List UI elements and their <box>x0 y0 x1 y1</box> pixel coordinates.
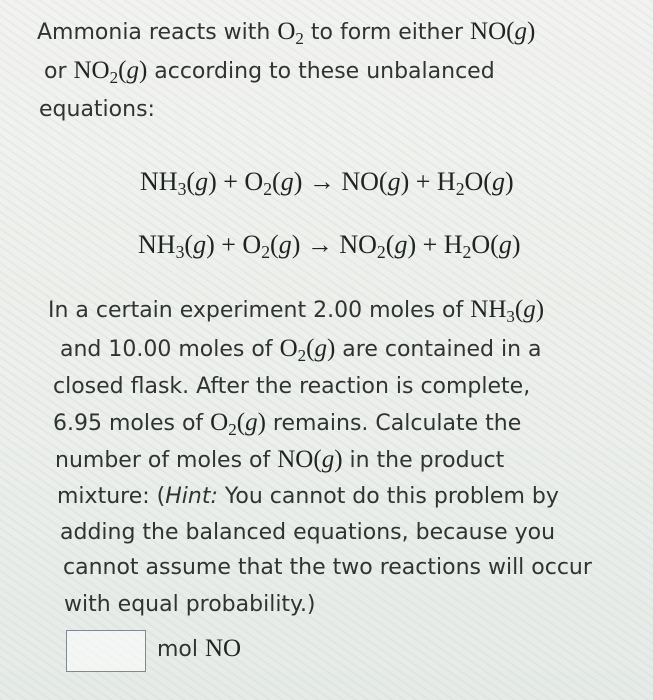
intro-line-1 <box>37 17 535 48</box>
intro-text: Ammonia reacts with <box>37 20 278 45</box>
intro-text: or <box>44 59 74 84</box>
intro-line-3 <box>39 95 155 125</box>
answer-input[interactable] <box>66 630 146 672</box>
problem-line-6: mixture: (Hint: You cannot do this problem by <box>57 484 559 509</box>
no-formula: NO(g) <box>277 446 343 473</box>
equation-2: $NH_3(g) + O_2(g) \to NO_2(g) + H_2O(g)$ <box>138 230 521 262</box>
problem-line-1: In a certain experiment 2.00 moles of $NH_3(g)$ <box>48 296 545 326</box>
nh3-formula: $NH_3(g)$ <box>470 296 545 326</box>
problem-line-2: and 10.00 moles of $O_2(g)$ are contained in a <box>60 335 542 365</box>
problem-line-7: adding the balanced equations, because you <box>60 520 556 545</box>
problem-line-8: cannot assume that the two reactions will occur <box>63 555 592 580</box>
hint-label: Hint: <box>165 484 218 509</box>
answer-unit: mol NO <box>157 635 242 662</box>
problem-line-5: number of moles of NO(g) in the product <box>55 446 505 473</box>
intro-text: according to these unbalanced <box>147 59 495 84</box>
problem-line-9: with equal probability.) <box>64 592 316 617</box>
intro-text: to form either <box>303 20 471 45</box>
problem-line-4: 6.95 moles of $O_2(g)$ remains. Calculate the <box>53 409 522 439</box>
intro-text: equations: <box>39 97 155 122</box>
no2-formula: $NO_2(g)$ <box>73 57 148 87</box>
o2-formula: $O_2(g)$ <box>279 335 336 365</box>
intro-line-2 <box>44 56 495 87</box>
problem-line-3: closed flask. After the reaction is complete, <box>53 374 531 399</box>
o2-formula: $O_2$ <box>277 18 304 48</box>
no-formula: NO(g) <box>470 18 536 45</box>
o2-formula: $O_2(g)$ <box>210 409 266 439</box>
equation-1: $NH_3(g) + O_2(g) \to NO(g) + H_2O(g)$ <box>140 167 514 199</box>
